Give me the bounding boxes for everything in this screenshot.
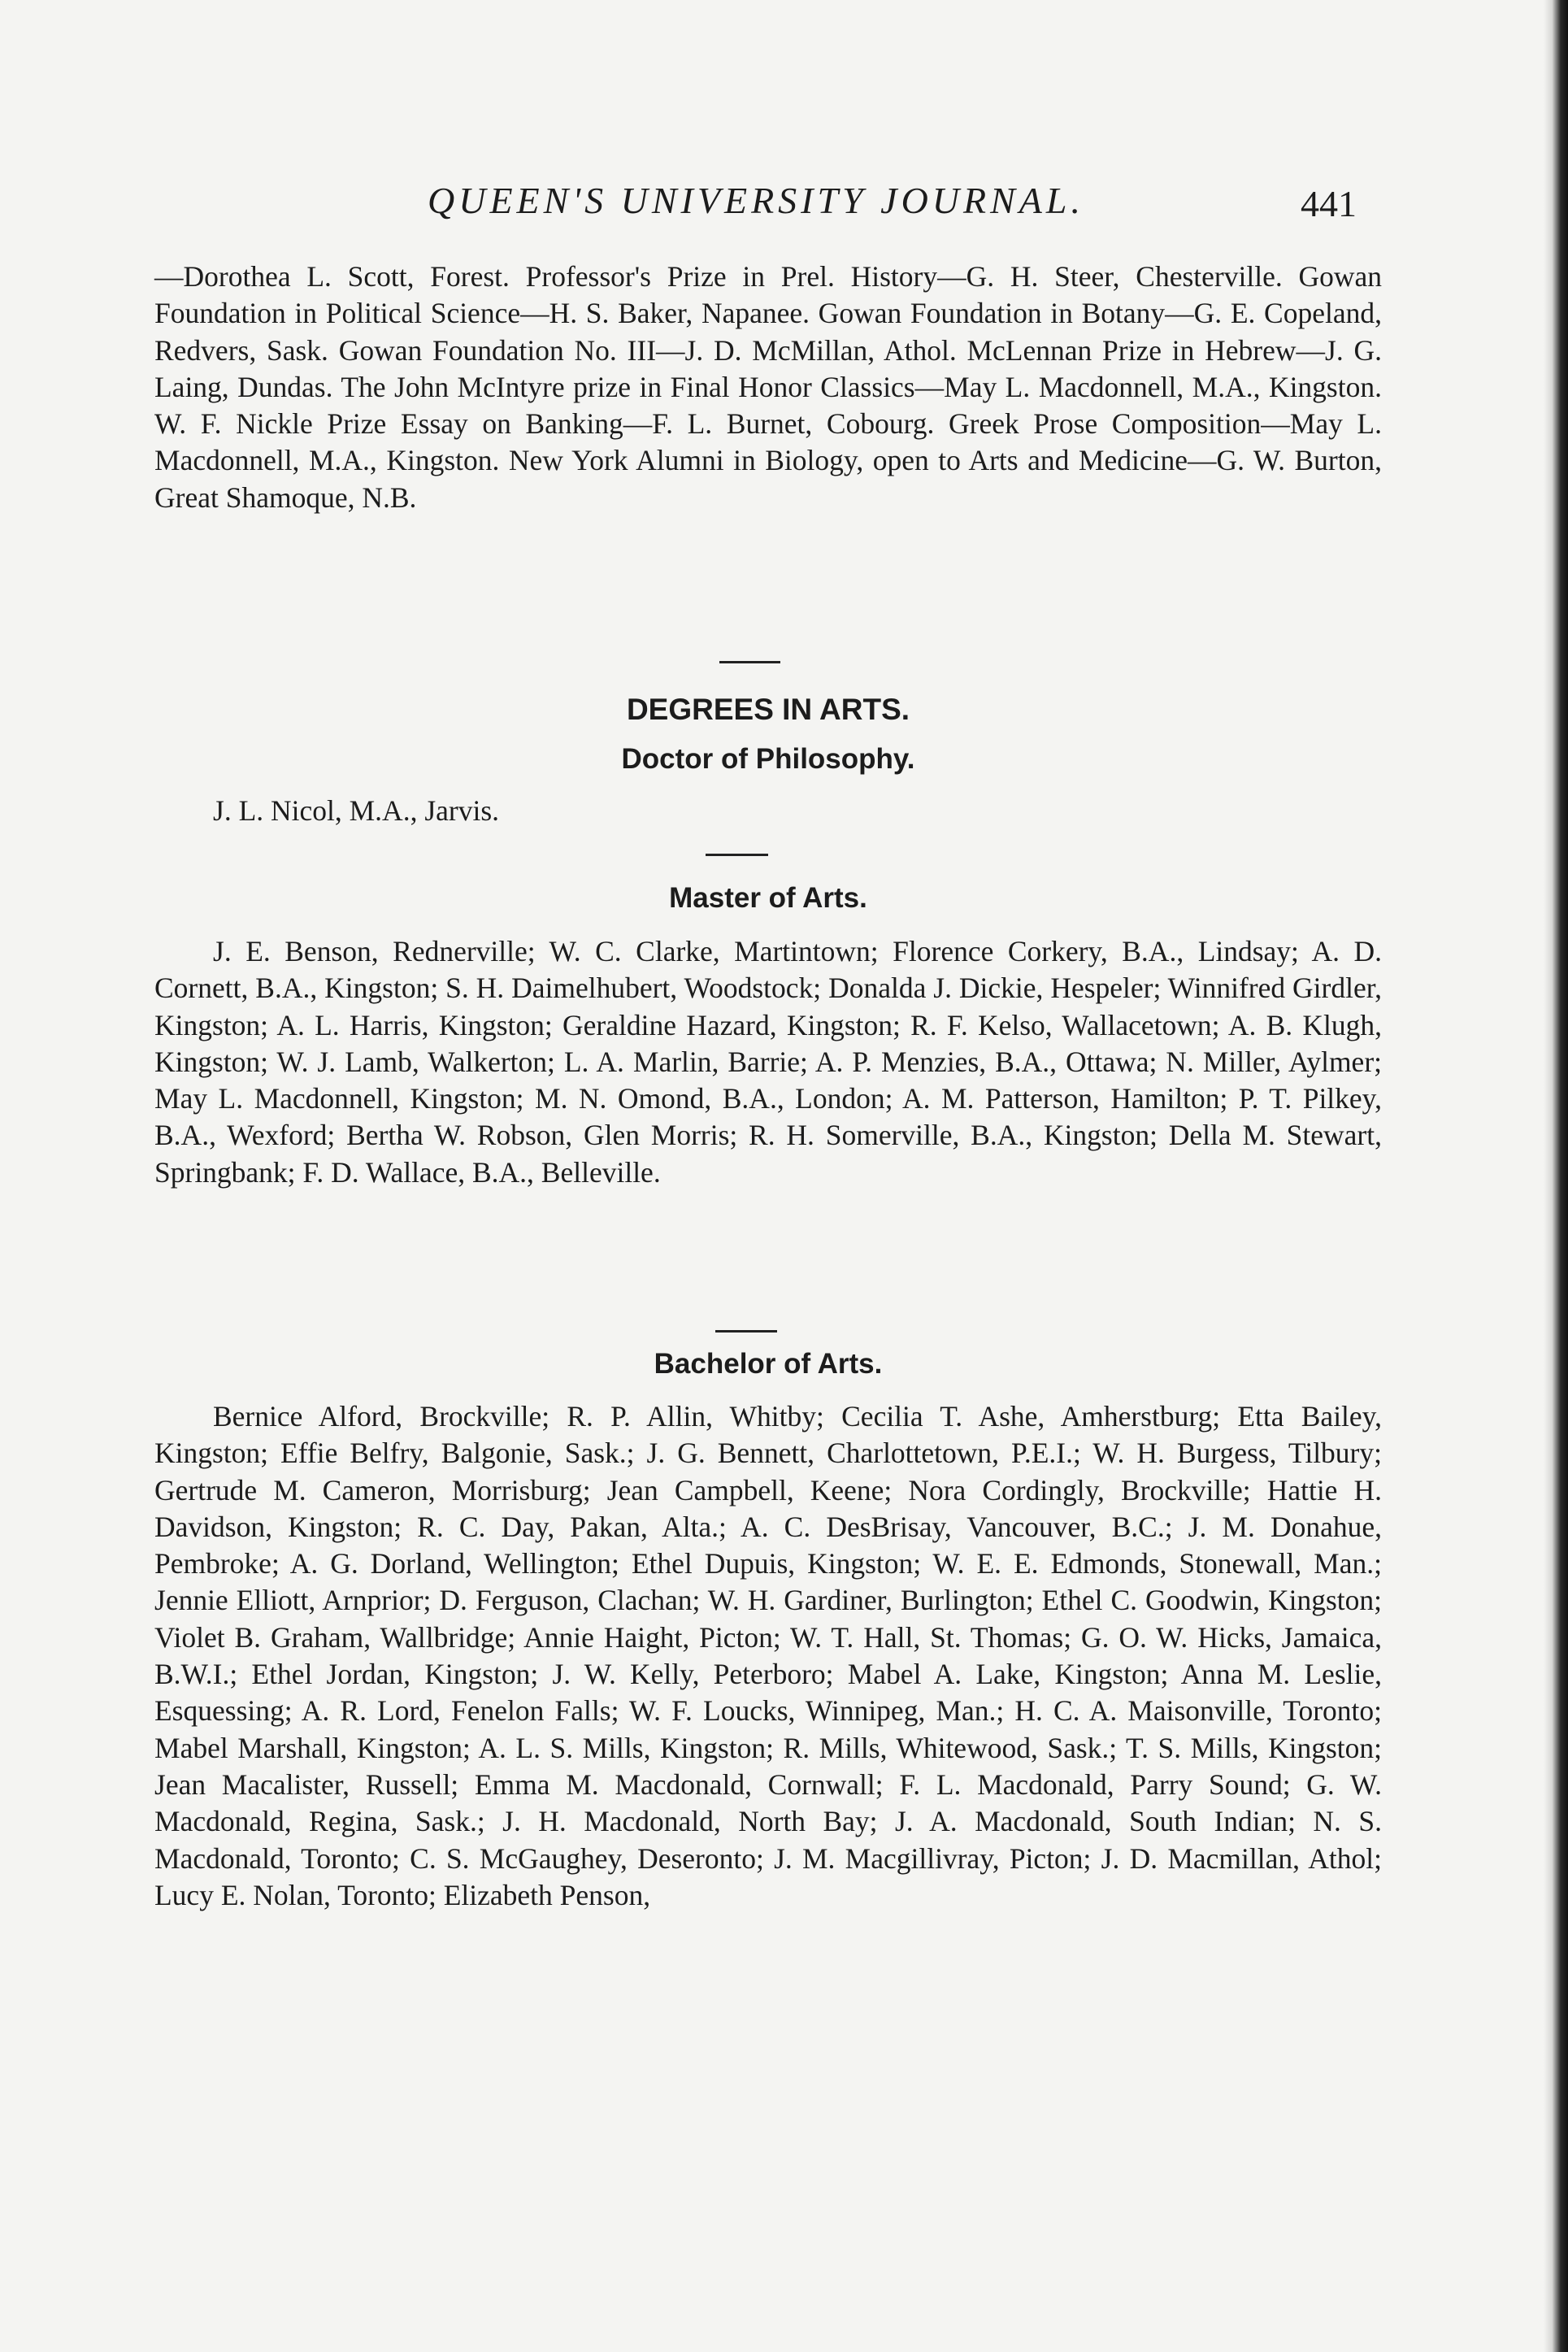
- master-heading: Master of Arts.: [669, 882, 867, 914]
- journal-title: QUEEN'S UNIVERSITY JOURNAL.: [428, 180, 1084, 221]
- page-edge-shadow: [1544, 0, 1568, 2352]
- prize-paragraph: —Dorothea L. Scott, Forest. Professor's Prize in Prel. History—G. H. Steer, Chesterville. Gowan Foundation in Political Science—H. S. Baker, Napanee. Gowan Foundation in Botany—G. E. Copeland, Redvers, Sask. Gowan Foundation No. III—J. D. McMillan, Athol. McLennan Prize in Hebrew—J. G. Laing, Dundas. The John McIntyre prize in Final Honor Classics—May L. Macdonnell, M.A., Kingston. W. F. Nickle Prize Essay on Banking—F. L. Burnet, Cobourg. Greek Prose Composition—May L. Macdonnell, M.A., Kingston. New York Alumni in Biology, open to Arts and Medicine—G. W. Burton, Great Shamoque, N.B.: [154, 260, 1382, 514]
- master-recipients: [154, 933, 1382, 1191]
- section-divider: [715, 1330, 777, 1333]
- degrees-heading: DEGREES IN ARTS.: [626, 693, 910, 726]
- prize-list-continued: [154, 259, 1382, 516]
- bachelor-recipients: [154, 1398, 1382, 1914]
- section-divider: [719, 661, 780, 663]
- doctor-heading: Doctor of Philosophy.: [621, 743, 915, 775]
- running-header: [0, 171, 1568, 236]
- bachelor-paragraph: Bernice Alford, Brockville; R. P. Allin, Whitby; Cecilia T. Ashe, Amherstburg; Etta Bailey, Kingston; Effie Belfry, Balgonie, Sask.; J. G. Bennett, Charlottetown, P.E.I.; W. H. Burgess, Tilbury; Gertrude M. Cameron, Morrisburg; Jean Campbell, Keene; Nora Cordingly, Brockville; Hattie H. Davidson, Kingston; R. C. Day, Pakan, Alta.; A. C. DesBrisay, Vancouver, B.C.; J. M. Donahue, Pembroke; A. G. Dorland, Wellington; Ethel Dupuis, Kingston; W. E. E. Edmonds, Stonewall, Man.; Jennie Elliott, Arnprior; D. Ferguson, Clachan; W. H. Gardiner, Burlington; Ethel C. Goodwin, Kingston; Violet B. Graham, Wallbridge; Annie Haight, Picton; W. T. Hall, St. Thomas; G. O. W. Hicks, Jamaica, B.W.I.; Ethel Jordan, Kingston; J. W. Kelly, Peterboro; Mabel A. Lake, Kingston; Anna M. Leslie, Esquessing; A. R. Lord, Fenelon Falls; W. F. Loucks, Winnipeg, Man.; H. C. A. Maisonville, Toronto; Mabel Marshall, Kingston; A. L. S. Mills, Kingston; R. Mills, Whitewood, Sask.; T. S. Mills, Kingston; Jean Macalister, Russell; Emma M. Macdonald, Cornwall; F. L. Macdonald, Parry Sound; G. W. Macdonald, Regina, Sask.; J. H. Macdonald, North Bay; J. A. Macdonald, South Indian; N. S. Macdonald, Toronto; C. S. McGaughey, Deseronto; J. M. Macgillivray, Picton; J. D. Macmillan, Athol; Lucy E. Nolan, Toronto; Elizabeth Penson,: [154, 1400, 1382, 1911]
- doctor-recipients: [154, 793, 1382, 829]
- bachelor-heading: Bachelor of Arts.: [654, 1348, 883, 1380]
- master-paragraph: J. E. Benson, Rednerville; W. C. Clarke, Martintown; Florence Corkery, B.A., Lindsay; A. D. Cornett, B.A., Kingston; S. H. Daimelhubert, Woodstock; Donalda J. Dickie, Hespeler; Winnifred Girdler, Kingston; A. L. Harris, Kingston; Geraldine Hazard, Kingston; R. F. Kelso, Wallacetown; A. B. Klugh, Kingston; W. J. Lamb, Walkerton; L. A. Marlin, Barrie; A. P. Menzies, B.A., Ottawa; N. Miller, Aylmer; May L. Macdonnell, Kingston; M. N. Omond, B.A., London; A. M. Patterson, Hamilton; P. T. Pilkey, B.A., Wexford; Bertha W. Robson, Glen Morris; R. H. Somerville, B.A., Kingston; Della M. Stewart, Springbank; F. D. Wallace, B.A., Belleville.: [154, 935, 1382, 1189]
- page-number: 441: [1301, 183, 1357, 224]
- doctor-paragraph: J. L. Nicol, M.A., Jarvis.: [213, 794, 500, 827]
- section-divider: [706, 854, 768, 856]
